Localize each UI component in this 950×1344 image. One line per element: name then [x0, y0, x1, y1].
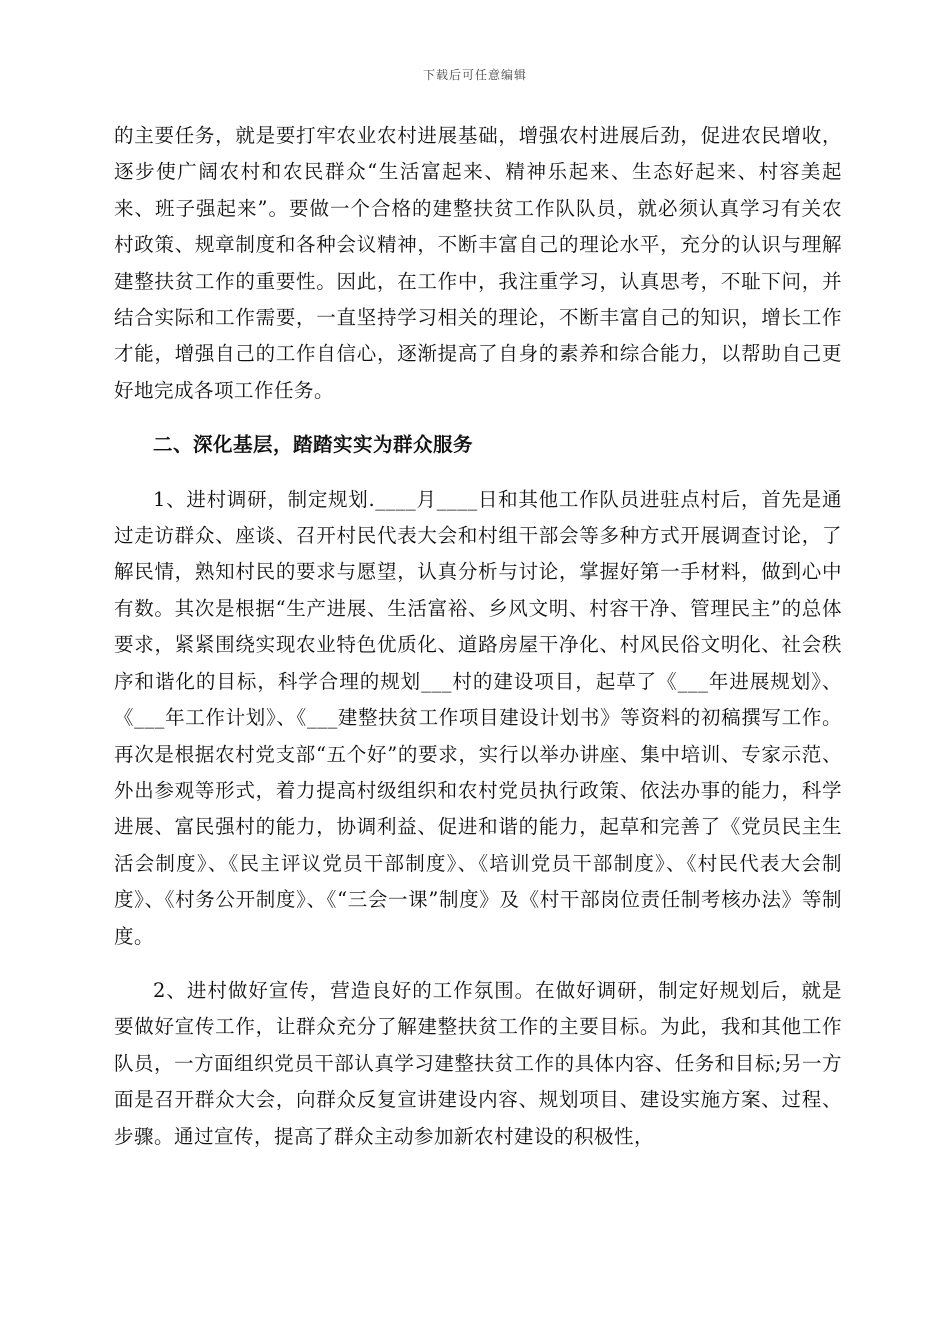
paragraph-1: 的主要任务，就是要打牢农业农村进展基础，增强农村进展后劲，促进农民增收，逐步使广阔农村和农民群众“生活富起来、精神乐起来、生态好起来、村容美起来、班子强起来”。要做一个合格的建整扶贫工作队队员，就必须认真学习有关农村政策、规章制度和各种会议精神，不断丰富自己的理论水平，充分的认识与理解建整扶贫工作的重要性。因此，在工作中，我注重学习，认真思考，不耻下问，并结合实际和工作需要，一直坚持学习相关的理论，不断丰富自己的知识，增长工作才能，增强自己的工作自信心，逐渐提高了自身的素养和综合能力，以帮助自己更好地完成各项工作任务。 [114, 124, 842, 402]
paragraph-gap [114, 955, 842, 973]
paragraph-2: 1、进村调研，制定规划.____月____日和其他工作队员进驻点村后，首先是通过走访群众、座谈、召开村民代表大会和村组干部会等多种方式开展调查讨论，了解民情，熟知村民的要求与愿望，认真分析与讨论，掌握好第一手材料，做到心中有数。其次是根据“生产进展、生活富裕、乡风文明、村容干净、管理民主”的总体要求，紧紧围绕实现农业特色优质化、道路房屋干净化、村风民俗文明化、社会秩序和谐化的目标，科学合理的规划___村的建设项目，起草了《___年进展规划》、《___年工作计划》、《___建整扶贫工作项目建设计划书》等资料的初稿撰写工作。再次是根据农村党支部“五个好”的要求，实行以举办讲座、集中培训、专家示范、外出参观等形式，着力提高村级组织和农村党员执行政策、依法办事的能力，科学进展、富民强村的能力，协调利益、促进和谐的能力，起草和完善了《党员民主生活会制度》、《民主评议党员干部制度》、《培训党员干部制度》、《村民代表大会制度》、《村务公开制度》、《“三会一课”制度》及《村干部岗位责任制考核办法》等制度。 [114, 487, 842, 948]
paragraph-gap [114, 464, 842, 482]
section-heading-2: 二、深化基层，踏踏实实为群众服务 [153, 433, 474, 457]
paragraph-3: 2、进村做好宣传，营造良好的工作氛围。在做好调研，制定好规划后，就是要做好宣传工作，让群众充分了解建整扶贫工作的主要目标。为此，我和其他工作队员，一方面组织党员干部认真学习建整扶贫工作的具体内容、任务和目标;另一方面是召开群众大会，向群众反复宣讲建设内容、规划项目、建设实施方案、过程、步骤。通过宣传，提高了群众主动参加新农村建设的积极性， [114, 978, 842, 1148]
page-header-note: 下载后可任意编辑 [422, 68, 527, 82]
paragraph-gap [114, 409, 842, 427]
document-body [114, 118, 842, 1155]
